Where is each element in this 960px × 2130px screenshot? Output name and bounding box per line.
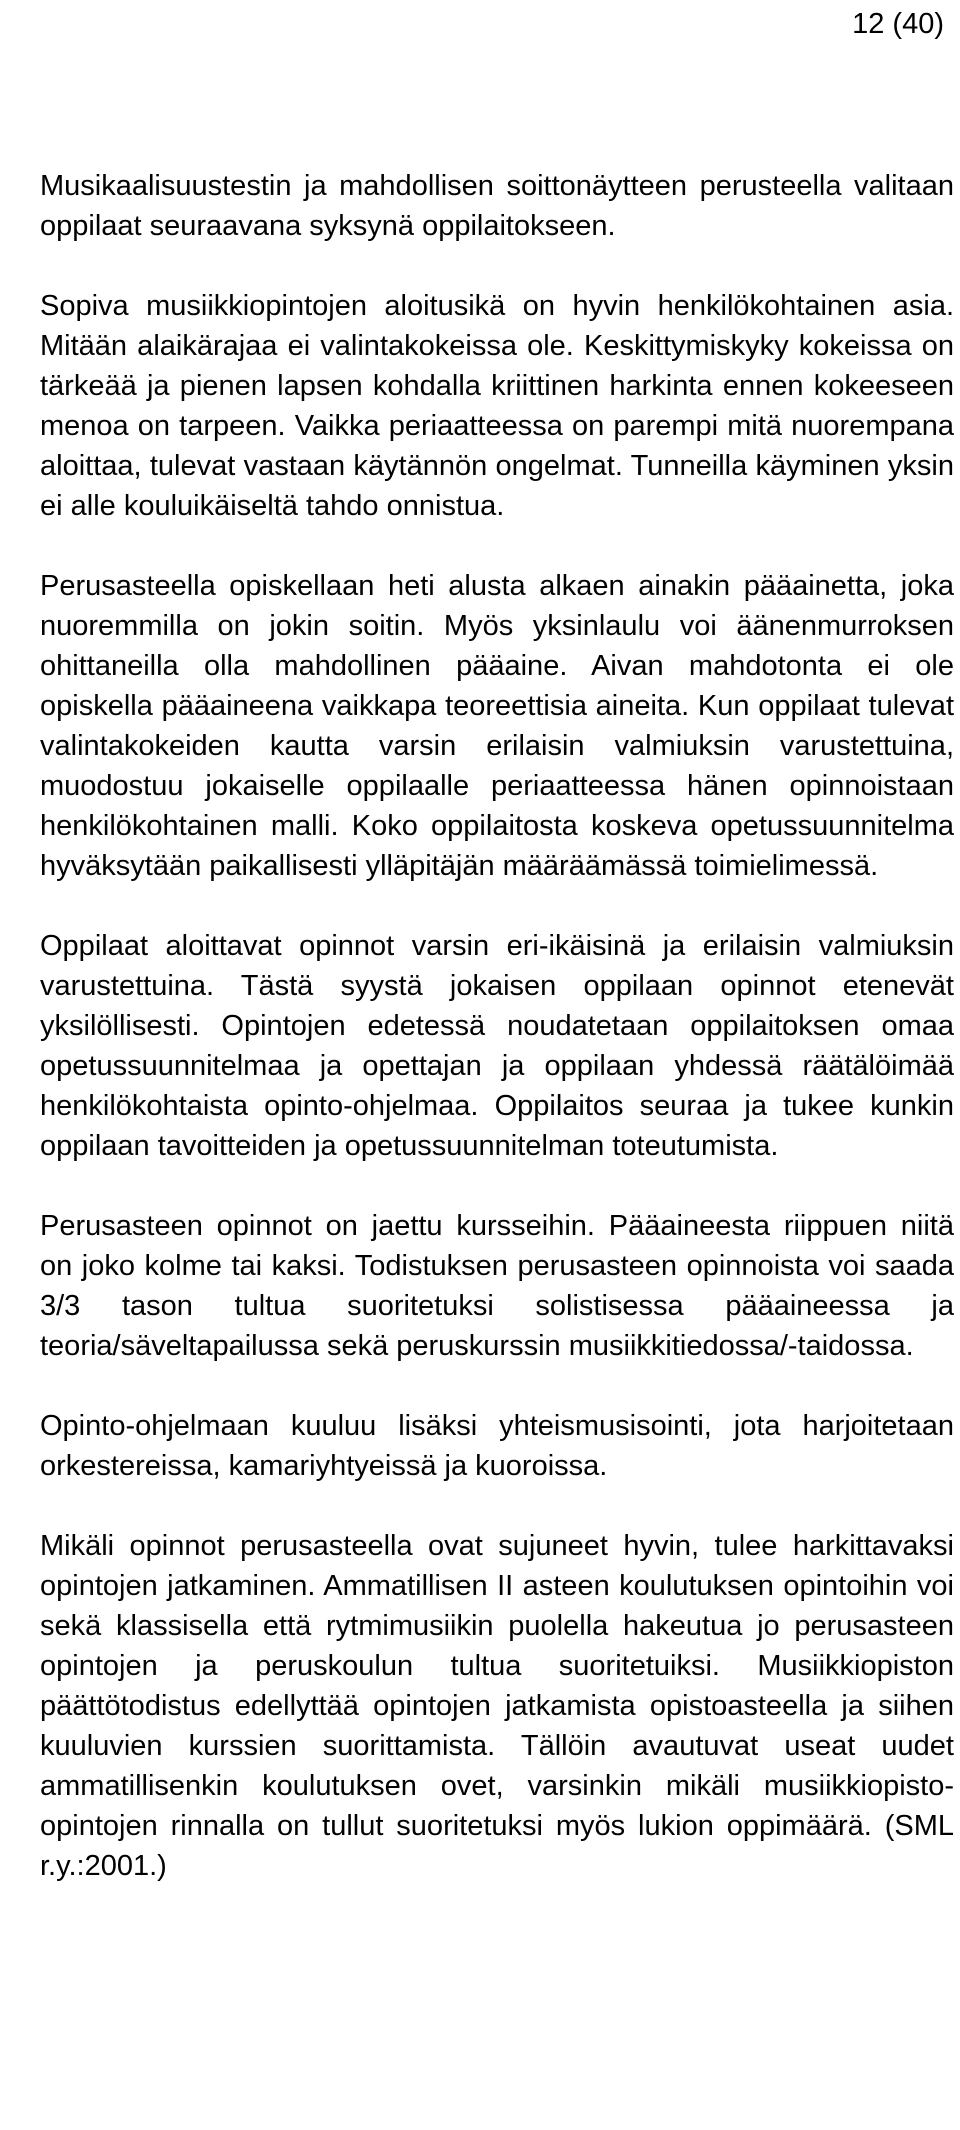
paragraph-ensemble-playing: Opinto-ohjelmaan kuuluu lisäksi yhteismusisointi, jota harjoitetaan orkestereissa, kamariyhtyeissä ja kuoroissa. [40, 1410, 954, 1482]
paragraph-individual-progress: Oppilaat aloittavat opinnot varsin eri-ikäisinä ja erilaisin valmiuksin varustettuina. Tästä syystä jokaisen oppilaan opinnot etenevät yksilöllisesti. Opintojen edetessä noudatetaan oppilaitoksen omaa opetussuunnitelmaa ja opettajan ja oppilaan yhdessä räätälöimää henkilökohtaista opinto-ohjelmaa. Oppilaitos seuraa ja tukee kunkin oppilaan tavoitteiden ja opetussuunnitelman toteutumista. [40, 930, 954, 1162]
page-number: 12 (40) [852, 8, 944, 40]
paragraph-main-subject: Perusasteella opiskellaan heti alusta alkaen ainakin pääainetta, joka nuoremmilla on jokin soitin. Myös yksinlaulu voi äänenmurroksen ohittaneilla olla mahdollinen pääaine. Aivan mahdotonta ei ole opiskella pääaineena vaikkapa teoreettisia aineita. Kun oppilaat tulevat valintakokeiden kautta varsin erilaisin valmiuksin varustettuina, muodostuu jokaiselle oppilaalle periaatteessa hänen opinnoistaan henkilökohtainen malli. Koko oppilaitosta koskeva opetussuunnitelma hyväksytään paikallisesti ylläpitäjän määräämässä toimielimessä. [40, 570, 954, 882]
document-body [40, 166, 954, 1886]
paragraph-starting-age: Sopiva musiikkiopintojen aloitusikä on hyvin henkilökohtainen asia. Mitään alaikärajaa ei valintakokeissa ole. Keskittymiskyky kokeissa on tärkeää ja pienen lapsen kohdalla kriittinen harkinta ennen kokeeseen menoa on tarpeen. Vaikka periaatteessa on parempi mitä nuorempana aloittaa, tulevat vastaan käytännön ongelmat. Tunneilla käyminen yksin ei alle kouluikäiseltä tahdo onnistua. [40, 290, 954, 522]
paragraph-admission: Musikaalisuustestin ja mahdollisen soittonäytteen perusteella valitaan oppilaat seuraavana syksynä oppilaitokseen. [40, 170, 954, 242]
paragraph-courses: Perusasteen opinnot on jaettu kursseihin. Pääaineesta riippuen niitä on joko kolme tai kaksi. Todistuksen perusasteen opinnoista voi saada 3/3 tason tultua suoritetuksi solistisessa pääaineessa ja teoria/säveltapailussa sekä peruskurssin musiikkitiedossa/-taidossa. [40, 1210, 954, 1362]
paragraph-further-studies: Mikäli opinnot perusasteella ovat sujuneet hyvin, tulee harkittavaksi opintojen jatkaminen. Ammatillisen II asteen koulutuksen opintoihin voi sekä klassisella että rytmimusiikin puolella hakeutua jo perusasteen opintojen ja peruskoulun tultua suoritetuiksi. Musiikkiopiston päättötodistus edellyttää opintojen jatkamista opistoasteella ja siihen kuuluvien kurssien suorittamista. Tällöin avautuvat useat uudet ammatillisenkin koulutuksen ovet, varsinkin mikäli musiikkiopisto-opintojen rinnalla on tullut suoritetuksi myös lukion oppimäärä. (SML r.y.:2001.) [40, 1530, 954, 1882]
